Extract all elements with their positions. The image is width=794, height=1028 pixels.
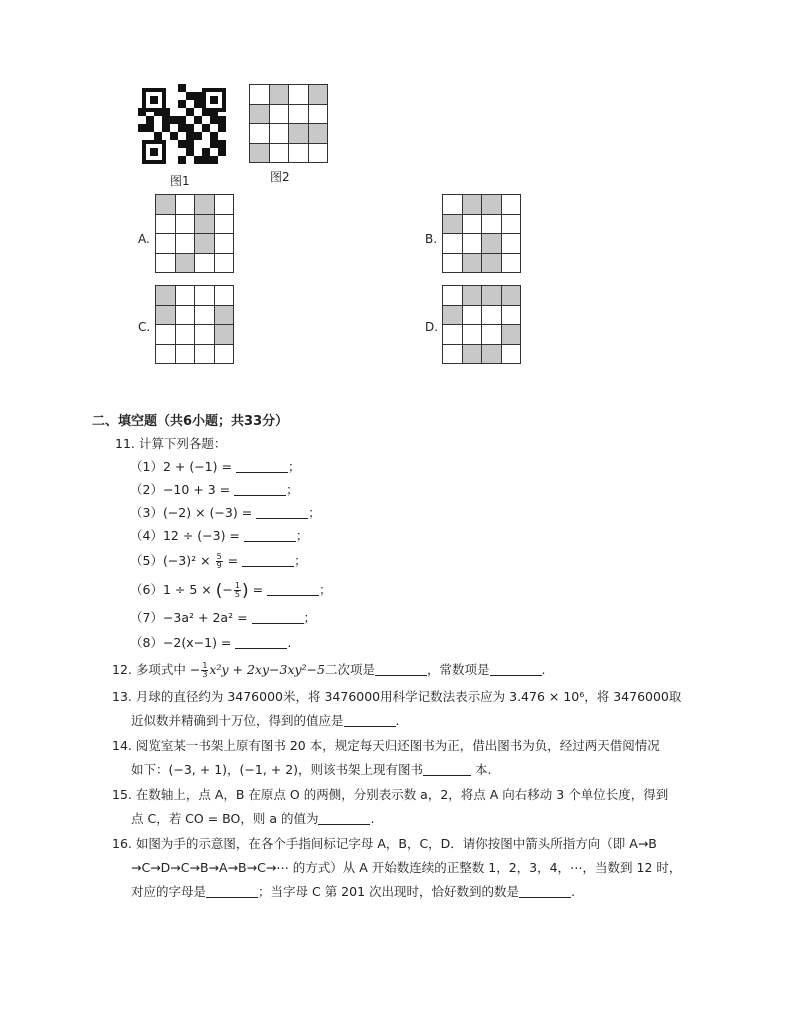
q13-line-2-text: 近似数并精确到十万位，得到的值应是 (131, 713, 344, 728)
figure-2-cell-0-1 (270, 85, 290, 105)
option-d-cell-3-2 (482, 345, 502, 365)
option-b-label: B. (425, 232, 438, 246)
option-c-cell-0-2 (195, 286, 215, 306)
qr-module (170, 124, 178, 132)
qr-module (194, 116, 202, 124)
qr-module (146, 116, 154, 124)
figure-2-cell-0-0 (250, 85, 270, 105)
fraction-numerator: 1 (202, 661, 208, 670)
option-d-cell-1-2 (482, 306, 502, 326)
option-c-cell-2-0 (156, 325, 176, 345)
qr-module (186, 148, 194, 156)
qr-module (154, 132, 162, 140)
qr-module (178, 116, 186, 124)
option-c-label: C. (138, 320, 151, 334)
qr-module (218, 140, 226, 148)
option-d-cell-2-0 (443, 325, 463, 345)
q12-polynomial: x²y + 2xy−3xy²−5 (209, 662, 325, 677)
option-a-cell-3-1 (176, 254, 196, 274)
semicolon: ； (295, 528, 309, 543)
semicolon: ； (308, 505, 321, 520)
q11-part-3-text: （3）(−2) × (−3) = (130, 505, 253, 520)
q12-constant-label: ，常数项是 (427, 662, 490, 677)
qr-module (202, 148, 210, 156)
qr-module (138, 132, 146, 140)
q11-part-8 (130, 633, 291, 653)
qr-module (210, 124, 218, 132)
option-a-cell-2-0 (156, 234, 176, 254)
q11-part-6-blank[interactable] (267, 582, 319, 596)
qr-module (178, 148, 186, 156)
q11-part-4 (130, 526, 308, 546)
q14-blank[interactable] (423, 762, 471, 776)
qr-module (178, 140, 186, 148)
q11-part-5-text: （5）(−3)² × (130, 553, 211, 568)
qr-module (170, 156, 178, 164)
option-b-cell-3-2 (482, 254, 502, 274)
option-b-cell-2-3 (502, 234, 522, 254)
option-d-cell-0-3 (502, 286, 522, 306)
q15-line-1: 15. 在数轴上，点 A，B 在原点 O 的两侧，分别表示数 a，2，将点 A 向右移动 3 个单位长度，得到 (112, 787, 669, 802)
figure-2-cell-1-1 (270, 105, 290, 125)
qr-module (210, 148, 218, 156)
option-b-cell-0-2 (482, 195, 502, 215)
qr-module (186, 100, 194, 108)
option-c-cell-0-0 (156, 286, 176, 306)
period: . (571, 884, 575, 899)
q14-line-2 (131, 760, 492, 780)
qr-module (146, 132, 154, 140)
fraction-1-3 (201, 662, 208, 679)
qr-module (202, 116, 210, 124)
figure-1-label: 图1 (170, 174, 190, 188)
qr-module (194, 84, 202, 92)
q13-blank[interactable] (344, 713, 396, 727)
option-a-cell-2-3 (215, 234, 235, 254)
period: . (370, 811, 375, 826)
qr-module (218, 124, 226, 132)
section-title: 二、填空题（共6小题；共33分） (92, 414, 289, 429)
option-a-cell-3-3 (215, 254, 235, 274)
q14-line-2-text: 如下：(−3, + 1)，(−1, + 2)，则该书架上现有图书 (131, 762, 424, 777)
option-b-cell-3-3 (502, 254, 522, 274)
semicolon: ； (286, 482, 299, 497)
qr-module (186, 124, 194, 132)
option-c-cell-2-3 (215, 325, 235, 345)
option-b-cell-1-3 (502, 215, 522, 235)
option-b-cell-0-0 (443, 195, 463, 215)
qr-module (194, 148, 202, 156)
qr-module (178, 124, 186, 132)
qr-module (170, 84, 178, 92)
q16-line-2: →C→D→C→B→A→B→C→⋯ 的方式）从 A 开始数连续的正整数 1，2，3，4，⋯，当数到 12 时， (131, 860, 682, 875)
figure-2-grid (249, 84, 328, 163)
option-a-label: A. (138, 232, 150, 246)
q13-line-1: 13. 月球的直径约为 3476000米，将 3476000用科学记数法表示应为 3.476 × 10⁶，将 3476000取 (112, 689, 682, 704)
option-d-cell-1-0 (443, 306, 463, 326)
q11-part-4-text: （4）12 ÷ (−3) = (130, 528, 240, 543)
qr-module (138, 116, 146, 124)
qr-module (210, 132, 218, 140)
option-a-cell-3-2 (195, 254, 215, 274)
q11-part-2-text: （2）−10 + 3 = (130, 482, 231, 497)
figure-2-cell-2-2 (289, 124, 309, 144)
qr-module (178, 132, 186, 140)
qr-module (138, 124, 146, 132)
qr-module (178, 84, 186, 92)
qr-module (202, 140, 210, 148)
q11-part-6-text: （6）1 ÷ 5 × (130, 582, 212, 597)
q14-unit: 本. (475, 762, 492, 777)
figure-2-label: 图2 (270, 170, 290, 184)
q15-line-2-text: 点 C，若 CO = BO，则 a 的值为 (131, 811, 319, 826)
q11-part-5-blank[interactable] (242, 553, 294, 567)
q15-blank[interactable] (318, 811, 370, 825)
option-d-cell-3-0 (443, 345, 463, 365)
q11-part-3 (130, 503, 321, 523)
option-a-cell-0-3 (215, 195, 235, 215)
option-c-cell-3-3 (215, 345, 235, 365)
q11-part-1-text: （1）2 + (−1) = (130, 459, 232, 474)
qr-module (194, 100, 202, 108)
qr-module (218, 116, 226, 124)
qr-module (218, 156, 226, 164)
figure-2-cell-1-3 (309, 105, 329, 125)
semicolon: ； (287, 459, 301, 474)
option-d-label: D. (425, 320, 439, 334)
qr-module (210, 140, 218, 148)
option-c-cell-1-3 (215, 306, 235, 326)
option-b-cell-1-1 (463, 215, 483, 235)
fraction-numerator: 1 (234, 581, 240, 590)
option-c-cell-3-1 (176, 345, 196, 365)
q11-part-6: （6）1 ÷ 5 × (− $\frac{1}{5}$ ) = ； (130, 581, 332, 601)
qr-module (170, 92, 178, 100)
option-a-cell-3-0 (156, 254, 176, 274)
option-d-cell-0-0 (443, 286, 463, 306)
q11-part-2 (130, 480, 299, 500)
qr-module (154, 124, 162, 132)
qr-module (210, 156, 218, 164)
qr-module (170, 100, 178, 108)
figure-2-cell-0-2 (289, 85, 309, 105)
q16-line-3 (131, 882, 575, 902)
q11-part-8-text: （8）−2(x−1) = (130, 635, 232, 650)
q11-part-7-text: （7）−3a² + 2a² = (130, 610, 248, 625)
option-d-cell-2-2 (482, 325, 502, 345)
option-a-cell-1-1 (176, 215, 196, 235)
qr-module (210, 116, 218, 124)
option-d-cell-2-3 (502, 325, 522, 345)
option-b-cell-1-0 (443, 215, 463, 235)
qr-module (162, 116, 170, 124)
semicolon: ； (294, 553, 307, 568)
option-a-cell-0-1 (176, 195, 196, 215)
qr-module (186, 116, 194, 124)
q16-blank-1[interactable] (206, 884, 258, 898)
option-d-cell-3-1 (463, 345, 483, 365)
q12-blank-2[interactable] (490, 662, 542, 676)
q16-line-1: 16. 如图为手的示意图，在各个手指间标记字母 A，B，C，D．请你按图中箭头所指方向（即 A→B (112, 836, 657, 851)
q11-part-1-blank[interactable] (236, 459, 288, 473)
option-d-cell-0-2 (482, 286, 502, 306)
q11-part-2-blank[interactable] (234, 482, 286, 496)
option-d-cell-1-3 (502, 306, 522, 326)
figure-2-cell-2-3 (309, 124, 329, 144)
option-b-cell-2-0 (443, 234, 463, 254)
qr-code-image (138, 84, 226, 164)
option-d-grid[interactable] (442, 285, 521, 364)
q12-blank-1[interactable] (375, 662, 427, 676)
q16-blank-2[interactable] (519, 884, 571, 898)
figure-2-cell-0-3 (309, 85, 329, 105)
option-c-cell-1-1 (176, 306, 196, 326)
option-c-cell-0-1 (176, 286, 196, 306)
qr-module (154, 116, 162, 124)
semicolon: ； (303, 610, 317, 625)
fraction-denominator: 5 (234, 590, 240, 599)
option-b-cell-0-3 (502, 195, 522, 215)
q16-line-3-text-a: 对应的字母是 (131, 884, 207, 899)
qr-module (186, 92, 194, 100)
qr-module (186, 132, 194, 140)
q11-part-7 (130, 608, 316, 628)
qr-module (170, 132, 178, 140)
option-c-cell-1-2 (195, 306, 215, 326)
qr-module (162, 124, 170, 132)
qr-module (202, 132, 210, 140)
qr-module (194, 124, 202, 132)
fraction-1-5 (234, 582, 241, 599)
option-b-cell-2-2 (482, 234, 502, 254)
option-b-cell-2-1 (463, 234, 483, 254)
option-a-grid[interactable] (155, 194, 234, 273)
option-c-cell-2-2 (195, 325, 215, 345)
qr-module (170, 116, 178, 124)
q11-part-1 (130, 457, 300, 477)
option-a-cell-1-3 (215, 215, 235, 235)
figure-2-cell-3-0 (250, 144, 270, 164)
option-c-cell-1-0 (156, 306, 176, 326)
qr-module (186, 108, 194, 116)
option-a-cell-1-0 (156, 215, 176, 235)
qr-module (186, 156, 194, 164)
qr-finder-bottom-left (142, 140, 166, 164)
qr-module (170, 148, 178, 156)
figure-2-cell-1-2 (289, 105, 309, 125)
figure-2-cell-3-3 (309, 144, 329, 164)
option-a-cell-1-2 (195, 215, 215, 235)
qr-module (218, 148, 226, 156)
option-c-cell-3-0 (156, 345, 176, 365)
qr-module (194, 108, 202, 116)
q13-line-2 (131, 711, 400, 731)
q11-part-5: （5）(−3)² × $\frac{5}{9}$ = ； (130, 552, 307, 570)
qr-module (202, 124, 210, 132)
option-c-grid[interactable] (155, 285, 234, 364)
figure-2-cell-2-0 (250, 124, 270, 144)
option-b-grid[interactable] (442, 194, 521, 273)
fraction-5-9 (216, 553, 223, 570)
qr-module (202, 156, 210, 164)
period: . (395, 713, 400, 728)
q12-quadratic-term-label: 二次项是 (325, 662, 376, 677)
q11-part-3-blank[interactable] (256, 505, 308, 519)
q11-title: 11. 计算下列各题： (115, 436, 227, 451)
qr-finder-top-right (202, 88, 226, 112)
qr-module (146, 124, 154, 132)
option-a-cell-2-1 (176, 234, 196, 254)
qr-module (178, 92, 186, 100)
option-b-cell-0-1 (463, 195, 483, 215)
q14-line-1: 14. 阅览室某一书架上原有图书 20 本，规定每天归还图书为正，借出图书为负，经过两天借阅情况 (112, 738, 660, 753)
qr-module (218, 132, 226, 140)
period: . (541, 662, 546, 677)
option-b-cell-3-0 (443, 254, 463, 274)
q12 (112, 660, 546, 680)
figure-2-cell-3-1 (270, 144, 290, 164)
q15-line-2 (131, 809, 374, 829)
option-c-cell-2-1 (176, 325, 196, 345)
qr-module (194, 156, 202, 164)
option-c-cell-0-3 (215, 286, 235, 306)
option-d-cell-3-3 (502, 345, 522, 365)
qr-module (170, 108, 178, 116)
qr-module (194, 132, 202, 140)
option-b-cell-3-1 (463, 254, 483, 274)
qr-module (170, 140, 178, 148)
option-a-cell-0-2 (195, 195, 215, 215)
option-c-cell-3-2 (195, 345, 215, 365)
figure-2-cell-3-2 (289, 144, 309, 164)
fraction-denominator: 9 (216, 561, 222, 570)
option-b-cell-1-2 (482, 215, 502, 235)
option-d-cell-1-1 (463, 306, 483, 326)
q11-part-8-blank[interactable] (235, 635, 287, 649)
qr-module (186, 84, 194, 92)
qr-module (178, 108, 186, 116)
option-d-cell-2-1 (463, 325, 483, 345)
option-a-cell-2-2 (195, 234, 215, 254)
qr-module (194, 92, 202, 100)
qr-module (178, 156, 186, 164)
period: . (287, 635, 292, 650)
q11-part-7-blank[interactable] (252, 610, 304, 624)
q11-part-4-blank[interactable] (244, 528, 296, 542)
fraction-denominator: 3 (202, 670, 208, 679)
figure-2-cell-2-1 (270, 124, 290, 144)
option-a-cell-0-0 (156, 195, 176, 215)
fraction-numerator: 5 (216, 552, 222, 561)
q16-line-3-text-b: ；当字母 C 第 201 次出现时，恰好数到的数是 (258, 884, 519, 899)
qr-module (186, 140, 194, 148)
qr-module (162, 132, 170, 140)
figure-2-cell-1-0 (250, 105, 270, 125)
q12-prefix: 12. 多项式中 − (112, 662, 201, 677)
qr-module (178, 100, 186, 108)
option-d-cell-0-1 (463, 286, 483, 306)
qr-module (194, 140, 202, 148)
qr-finder-top-left (142, 88, 166, 112)
semicolon: ； (319, 582, 332, 597)
